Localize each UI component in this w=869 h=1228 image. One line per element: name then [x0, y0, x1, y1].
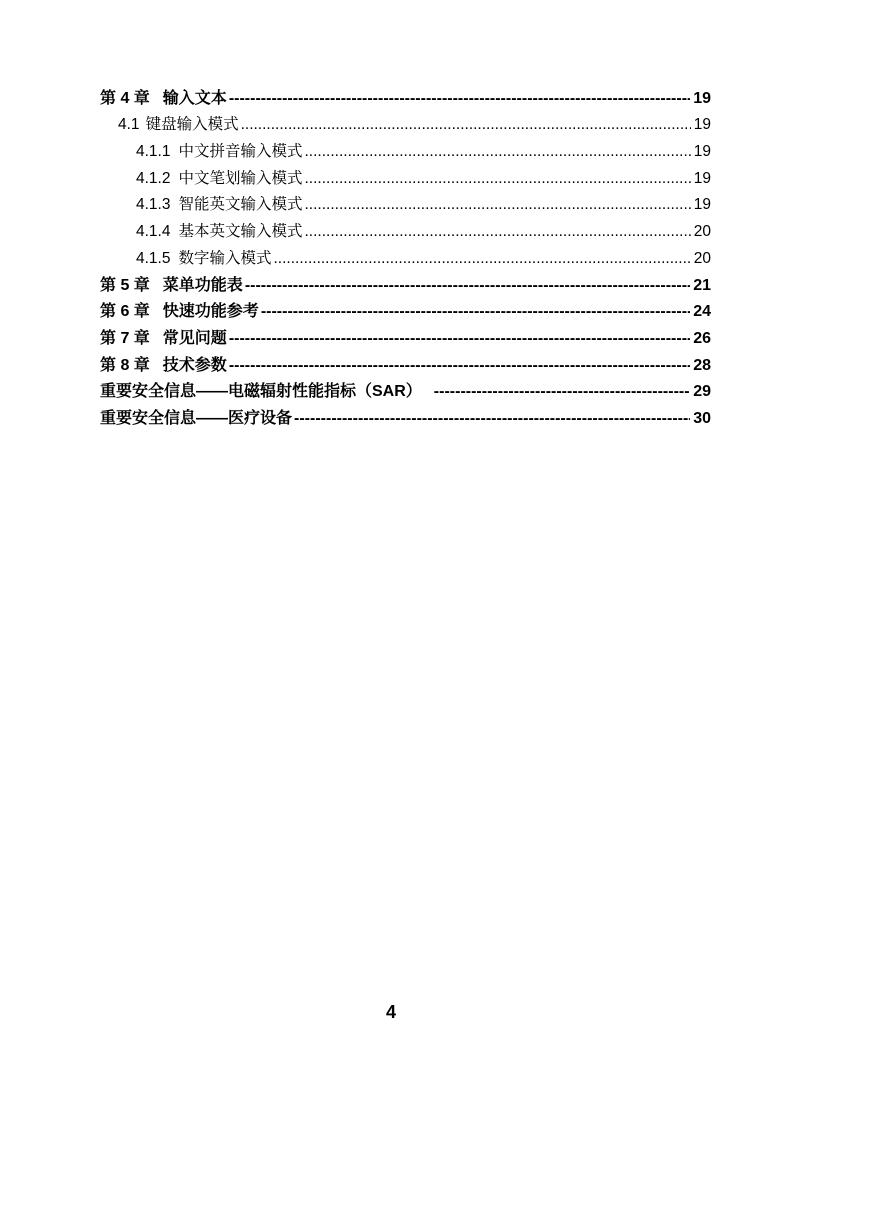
toc-leader	[229, 329, 690, 349]
toc-entry-number: 4.1.1	[136, 143, 171, 161]
toc-entry-section-4-1-1[interactable]	[100, 135, 711, 162]
toc-entry-page: 19	[693, 143, 711, 161]
toc-entry-chapter-7[interactable]	[100, 322, 711, 349]
toc-entry-number: 4.1.3	[136, 196, 171, 214]
toc-entry-title: 重要安全信息——电磁辐射性能指标（SAR）	[100, 383, 422, 401]
toc-entry-page: 19	[693, 169, 711, 187]
toc-entry-number: 第 4 章	[100, 89, 150, 107]
toc-entry-title: 键盘输入模式	[145, 116, 239, 134]
toc-leader	[294, 409, 690, 429]
toc-entry-number: 第 5 章	[100, 276, 150, 294]
toc-entry-number: 4.1.4	[136, 223, 171, 241]
toc-leader	[245, 276, 690, 296]
toc-entry-title: 重要安全信息——医疗设备	[100, 409, 293, 427]
toc-entry-number: 第 8 章	[100, 356, 150, 374]
toc-entry-section-4-1-2[interactable]	[100, 162, 711, 189]
table-of-contents	[100, 82, 711, 429]
toc-entry-chapter-5[interactable]	[100, 269, 711, 296]
page-number: 4	[385, 1002, 396, 1022]
toc-leader	[241, 115, 691, 135]
toc-entry-number: 第 7 章	[100, 329, 150, 347]
toc-entry-title: 常见问题	[162, 329, 227, 347]
toc-entry-number: 4.1.5	[136, 249, 171, 267]
toc-leader	[305, 169, 691, 189]
toc-entry-page: 29	[693, 383, 711, 401]
toc-entry-title: 输入文本	[162, 89, 227, 107]
toc-entry-page: 28	[693, 356, 711, 374]
toc-leader	[305, 142, 691, 162]
toc-entry-section-4-1-5[interactable]	[100, 242, 711, 269]
toc-entry-safety-sar[interactable]	[100, 376, 711, 403]
toc-leader	[229, 356, 690, 376]
toc-entry-section-4-1[interactable]	[100, 109, 711, 136]
toc-entry-title: 中文笔划输入模式	[178, 169, 303, 187]
toc-entry-page: 24	[693, 303, 711, 321]
toc-entry-page: 19	[693, 89, 711, 107]
toc-entry-number: 第 6 章	[100, 303, 150, 321]
toc-entry-page: 20	[693, 223, 711, 241]
toc-entry-page: 19	[693, 116, 711, 134]
toc-entry-chapter-6[interactable]	[100, 296, 711, 323]
toc-entry-section-4-1-3[interactable]	[100, 189, 711, 216]
toc-entry-page: 19	[693, 196, 711, 214]
toc-entry-title: 技术参数	[162, 356, 227, 374]
toc-leader	[229, 89, 690, 109]
toc-entry-title: 菜单功能表	[162, 276, 243, 294]
toc-leader	[434, 382, 690, 402]
toc-leader	[305, 222, 691, 242]
toc-entry-section-4-1-4[interactable]	[100, 215, 711, 242]
toc-entry-page: 20	[693, 249, 711, 267]
toc-entry-title: 基本英文输入模式	[178, 223, 303, 241]
toc-leader	[261, 302, 690, 322]
toc-entry-title: 快速功能参考	[162, 303, 259, 321]
toc-entry-chapter-8[interactable]	[100, 349, 711, 376]
toc-leader	[274, 249, 691, 269]
toc-entry-page: 30	[693, 409, 711, 427]
toc-entry-title: 智能英文输入模式	[178, 196, 303, 214]
toc-entry-title: 数字输入模式	[178, 249, 272, 267]
toc-entry-number: 4.1.2	[136, 169, 171, 187]
toc-entry-title: 中文拼音输入模式	[178, 143, 303, 161]
toc-entry-number: 4.1	[118, 116, 140, 134]
toc-entry-chapter-4[interactable]	[100, 82, 711, 109]
toc-leader	[305, 195, 691, 215]
toc-entry-page: 21	[693, 276, 711, 294]
toc-entry-page: 26	[693, 329, 711, 347]
toc-entry-safety-medical[interactable]	[100, 402, 711, 429]
